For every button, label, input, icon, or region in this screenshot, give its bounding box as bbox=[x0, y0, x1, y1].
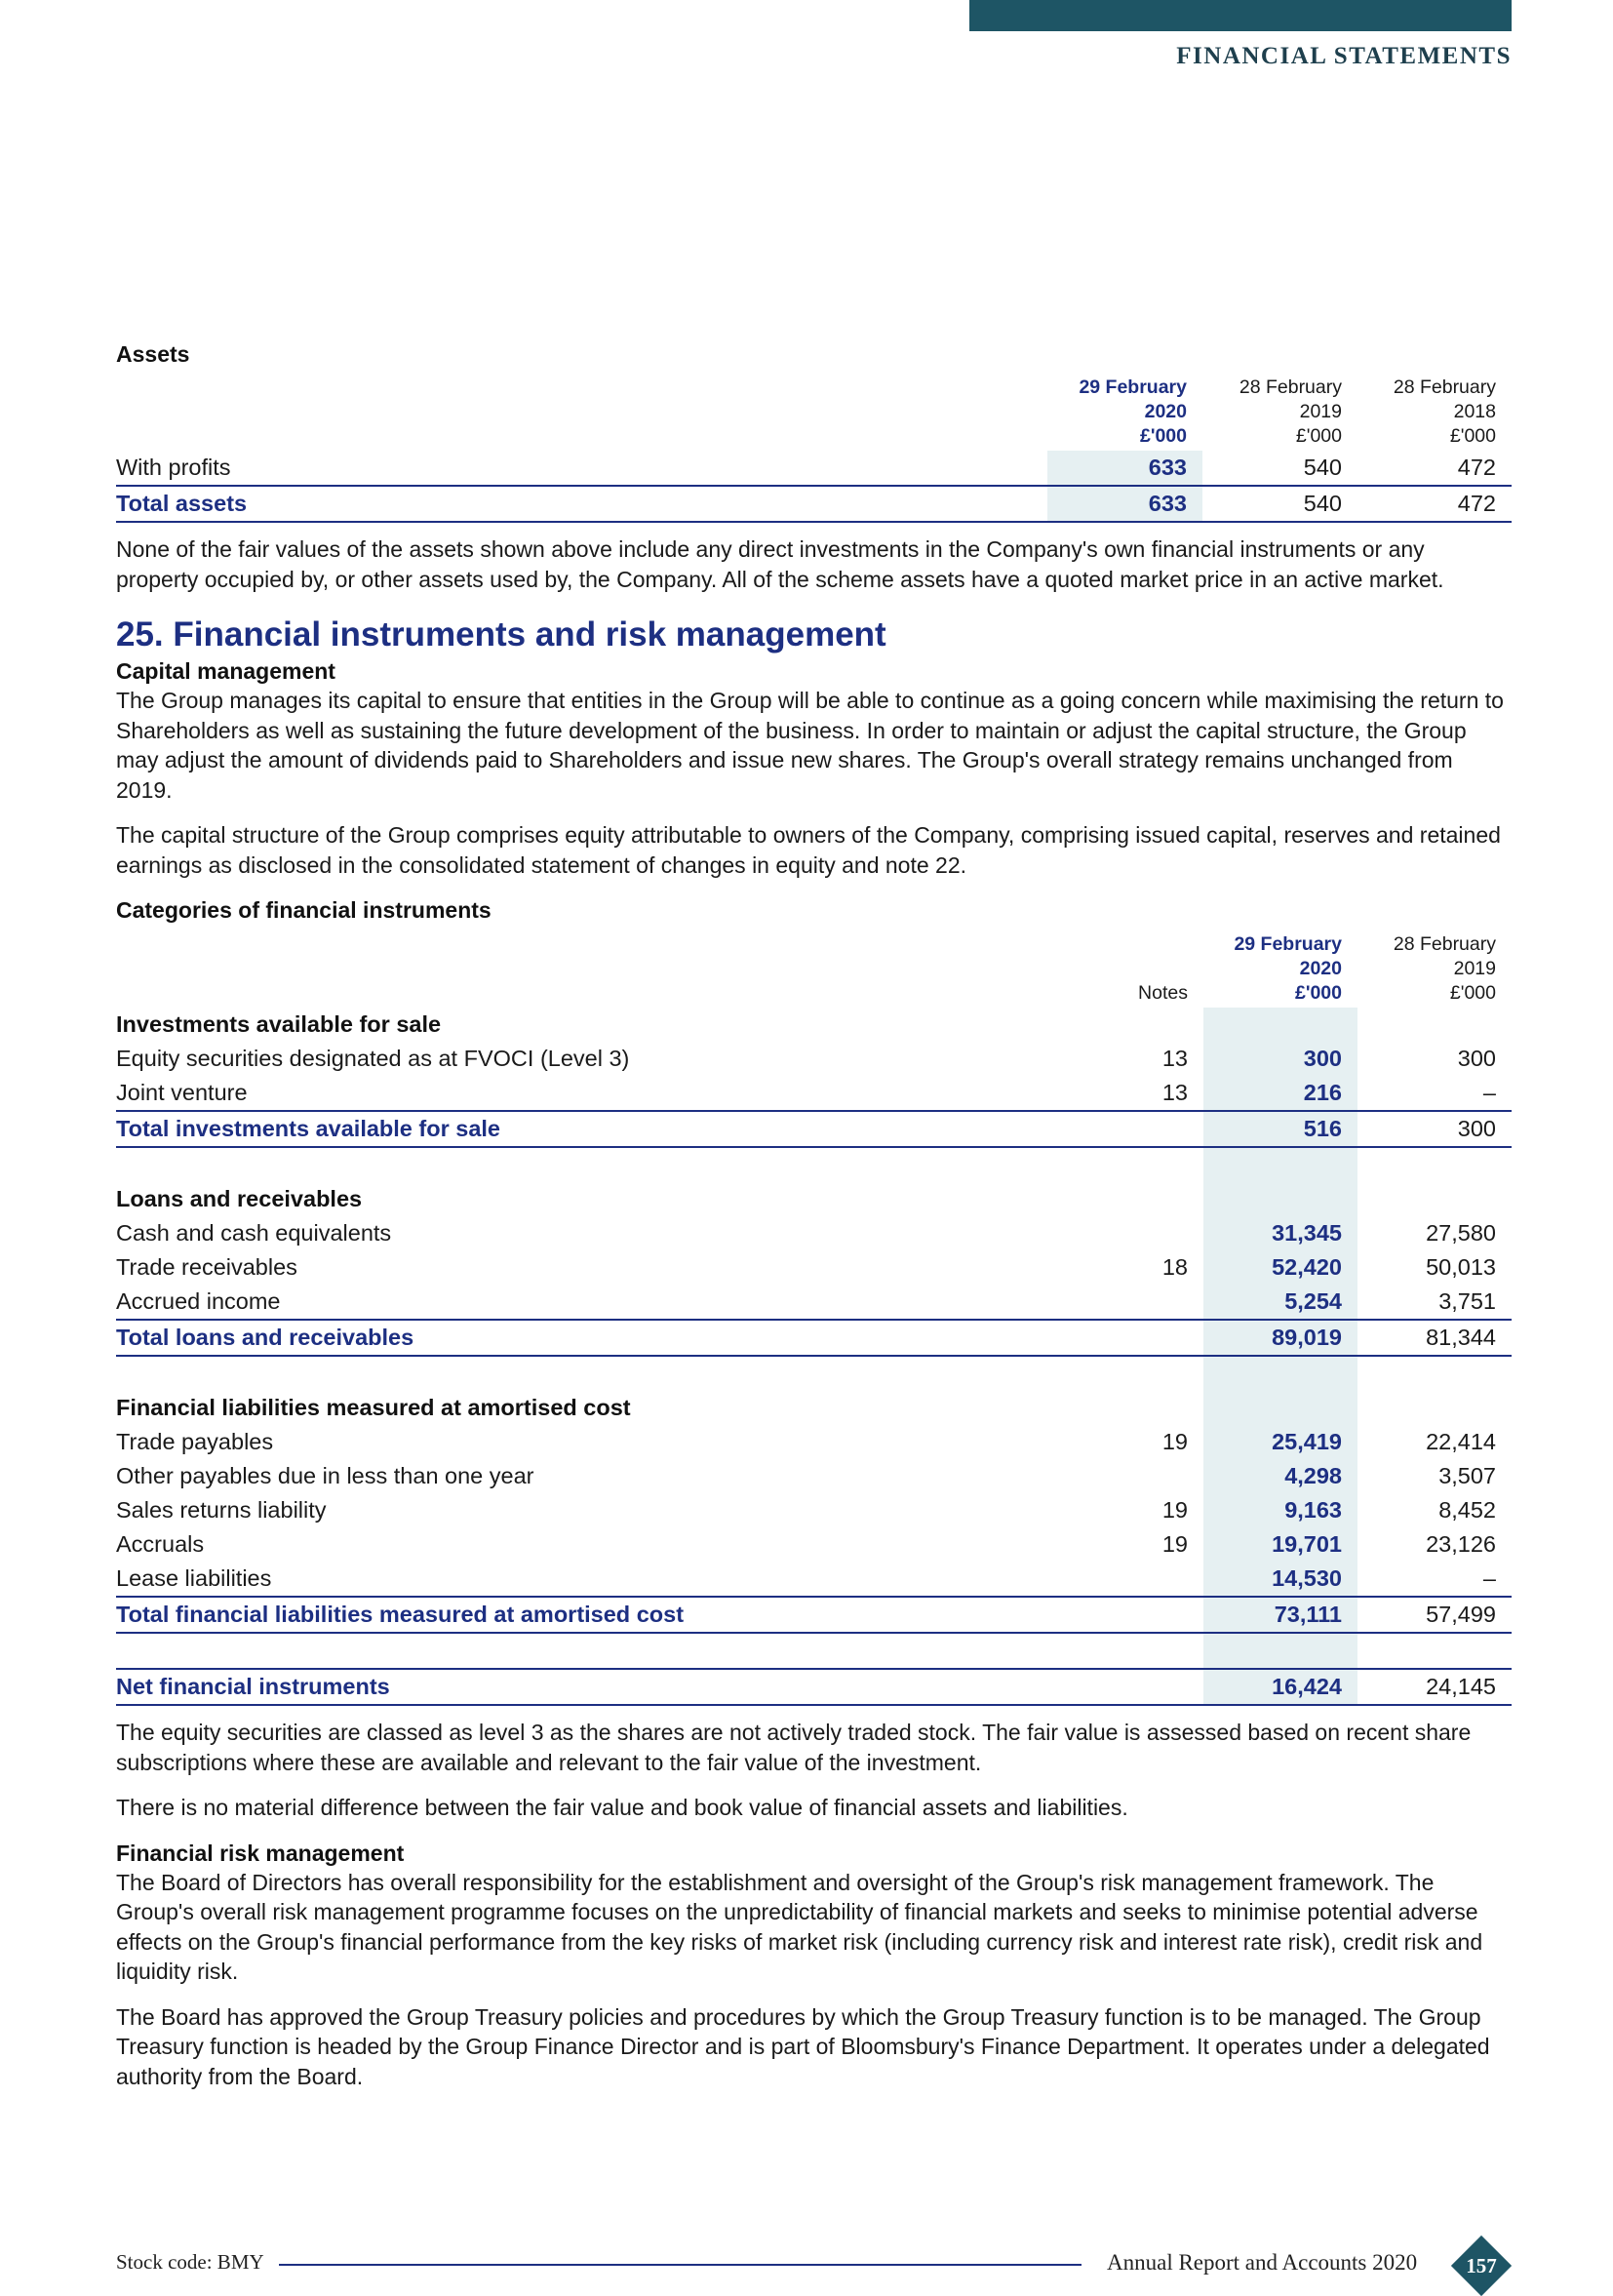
table-row: Joint venture 13 216 – bbox=[116, 1076, 1512, 1111]
footer-report-title: Annual Report and Accounts 2020 bbox=[1107, 2250, 1418, 2275]
page-number: 157 bbox=[1466, 2254, 1497, 2277]
table-row: Cash and cash equivalents 31,345 27,580 bbox=[116, 1216, 1512, 1250]
categories-header-row bbox=[116, 932, 1512, 1008]
assets-note: None of the fair values of the assets shown above include any direct investments in the Company's own financial instruments or any property occupied by, or other assets used by, the Company. All of the scheme assets have a quoted market price in an active market. bbox=[116, 536, 1444, 592]
categories-col-2019: 28 February 2019 £'000 bbox=[1393, 933, 1496, 1004]
table-row-total: Total investments available for sale 516 300 bbox=[116, 1111, 1512, 1147]
table-row: Equity securities designated as at FVOCI (Level 3) 13 300 300 bbox=[116, 1042, 1512, 1076]
categories-col-2020: 29 February 2020 £'000 bbox=[1234, 933, 1342, 1004]
table-row-total: Total financial liabilities measured at amortised cost 73,111 57,499 bbox=[116, 1597, 1512, 1633]
page-number-badge bbox=[1451, 2236, 1512, 2296]
footer-stock-code: Stock code: BMY bbox=[116, 2250, 264, 2274]
note-25-heading: 25. Financial instruments and risk management bbox=[116, 615, 886, 653]
section-title: FINANCIAL STATEMENTS bbox=[1176, 43, 1512, 69]
table-row: Accruals 19 19,701 23,126 bbox=[116, 1527, 1512, 1562]
investments-subheading-row: Investments available for sale bbox=[116, 1008, 1512, 1042]
financial-risk-heading: Financial risk management bbox=[116, 1840, 405, 1866]
assets-col-2018: 28 February 2018 £'000 bbox=[1393, 376, 1496, 447]
risk-paragraph-2: The Board has approved the Group Treasury policies and procedures by which the Group Treasury function is to be managed. The Group Treasury function is headed by the Group Finance Director and is part of Bloomsbury's Finance Department. It operates under a delegated authority from the Board. bbox=[116, 2003, 1490, 2089]
liabilities-subheading-row: Financial liabilities measured at amortised cost bbox=[116, 1391, 1512, 1425]
table-row: Accrued income 5,254 3,751 bbox=[116, 1285, 1512, 1320]
categories-table bbox=[116, 932, 1512, 1706]
table-row-total: Total assets 633 540 472 bbox=[116, 486, 1512, 522]
fair-value-paragraph: There is no material difference between the fair value and book value of financial assets and liabilities. bbox=[116, 1795, 1128, 1820]
table-row-total: Total loans and receivables 89,019 81,344 bbox=[116, 1320, 1512, 1356]
notes-column-header: Notes bbox=[1138, 982, 1188, 1004]
risk-paragraph-1: The Board of Directors has overall responsibility for the establishment and oversight of the Group's risk management framework. The Group's overall risk management programme focuses on the unpredictability of financial markets and seeks to minimise potential adverse effects on the Group's financial performance from the key risks of market risk (including currency risk and interest rate risk), credit risk and liquidity risk. bbox=[116, 1869, 1483, 1984]
assets-col-2020: 29 February 2020 £'000 bbox=[1079, 376, 1187, 447]
assets-table bbox=[116, 376, 1512, 523]
equity-securities-paragraph: The equity securities are classed as level 3 as the shares are not actively traded stock. The fair value is assessed based on recent share subscriptions where these are available and relevant to the fair value of the investment. bbox=[116, 1720, 1472, 1775]
loans-subheading-row: Loans and receivables bbox=[116, 1182, 1512, 1216]
table-row: With profits 633 540 472 bbox=[116, 451, 1512, 486]
table-row: Other payables due in less than one year 4,298 3,507 bbox=[116, 1459, 1512, 1493]
capital-paragraph-2: The capital structure of the Group comprises equity attributable to owners of the Company, comprising issued capital, reserves and retained earnings as disclosed in the consolidated statement of changes in equity and note 22. bbox=[116, 822, 1501, 878]
table-row: Sales returns liability 19 9,163 8,452 bbox=[116, 1493, 1512, 1527]
categories-heading: Categories of financial instruments bbox=[116, 897, 492, 923]
assets-header-row bbox=[116, 376, 1512, 451]
table-row: Trade payables 19 25,419 22,414 bbox=[116, 1425, 1512, 1459]
capital-management-heading: Capital management bbox=[116, 658, 335, 684]
footer-rule bbox=[279, 2264, 1082, 2266]
page-content bbox=[116, 341, 1512, 2091]
table-row: Lease liabilities 14,530 – bbox=[116, 1562, 1512, 1597]
assets-col-2019: 28 February 2019 £'000 bbox=[1239, 376, 1342, 447]
header-accent-bar bbox=[969, 0, 1512, 31]
assets-heading: Assets bbox=[116, 341, 190, 367]
net-total-row: Net financial instruments 16,424 24,145 bbox=[116, 1669, 1512, 1705]
table-row: Trade receivables 18 52,420 50,013 bbox=[116, 1250, 1512, 1285]
capital-paragraph-1: The Group manages its capital to ensure that entities in the Group will be able to continue as a going concern while maximising the return to Shareholders as well as sustaining the future development of the business. In order to maintain or adjust the capital structure, the Group may adjust the amount of dividends paid to Shareholders and issue new shares. The Group's overall strategy remains unchanged from 2019. bbox=[116, 688, 1504, 803]
